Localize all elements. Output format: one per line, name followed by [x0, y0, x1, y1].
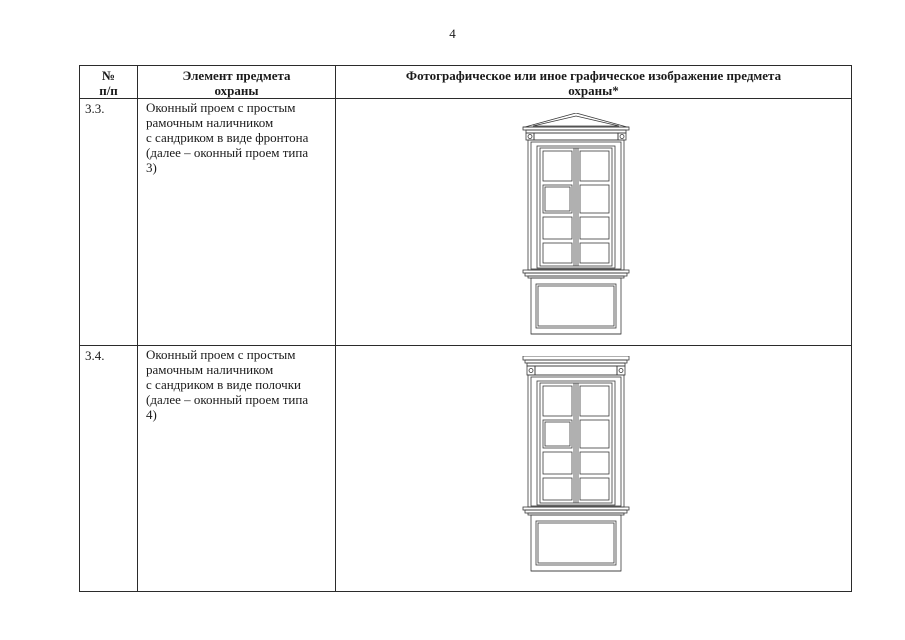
window-pediment-drawing	[521, 113, 631, 338]
row-description: Оконный проем с простым рамочным наличником с сандриком в виде фронтона (далее – оконный проем типа 3)	[138, 99, 336, 346]
heritage-elements-table	[79, 65, 852, 592]
row-image-cell	[336, 346, 852, 592]
row-image-cell	[336, 99, 852, 346]
header-image	[336, 66, 852, 99]
header-image-text: Фотографическое или иное графическое изображение предмета охраны*	[405, 68, 782, 98]
table-header-row	[80, 66, 852, 99]
header-num-text: № п/п	[99, 68, 118, 98]
header-num	[80, 66, 138, 99]
table-row	[80, 99, 852, 346]
row-number: 3.4.	[80, 346, 138, 592]
row-number: 3.3.	[80, 99, 138, 346]
table-row	[80, 346, 852, 592]
window-shelf-drawing	[521, 356, 631, 576]
page-number: 4	[449, 26, 456, 41]
header-element	[138, 66, 336, 99]
header-element-text: Элемент предмета охраны	[182, 68, 291, 98]
row-description: Оконный проем с простым рамочным наличником с сандриком в виде полочки (далее – оконный проем типа 4)	[138, 346, 336, 592]
